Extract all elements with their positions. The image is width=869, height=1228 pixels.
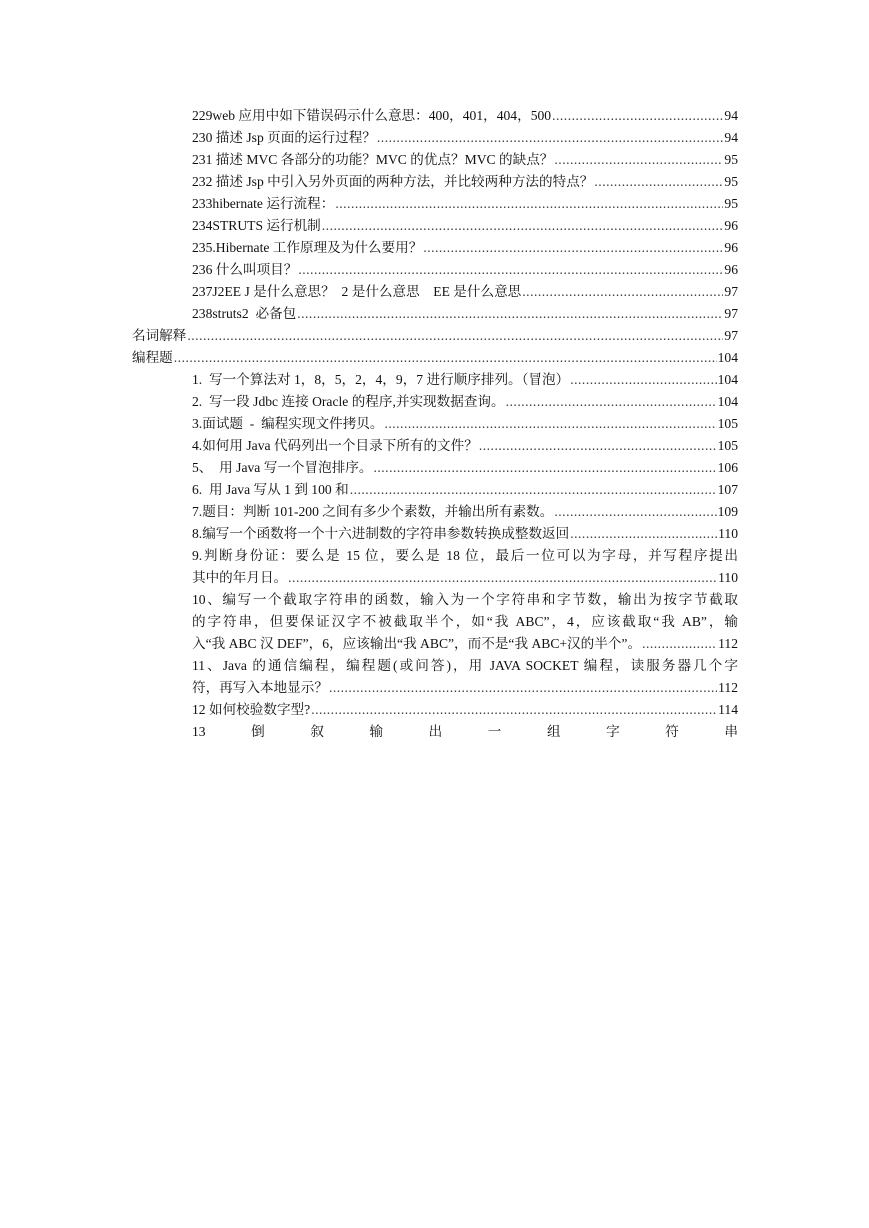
- toc-entry-title: 符，再写入本地显示？: [192, 680, 328, 695]
- toc-entry-page: 110: [718, 526, 738, 541]
- dot-leader: [522, 281, 723, 303]
- toc-entry-title: 3.面试题 - 编程实现文件拷贝。: [192, 416, 384, 431]
- toc-entry[interactable]: [192, 303, 738, 325]
- dot-leader: [506, 391, 717, 413]
- toc-entry-title: 233hibernate 运行流程：: [192, 196, 335, 211]
- toc-entry[interactable]: [192, 479, 738, 501]
- toc-entry[interactable]: [192, 501, 738, 523]
- toc-entry-title: 12 如何校验数字型?: [192, 702, 311, 717]
- toc-entry-truncated[interactable]: [192, 721, 738, 743]
- toc-entry-page: 94: [724, 108, 738, 123]
- toc-entry-continued-text[interactable]: 11、Java 的通信编程，编程题(或问答)，用 JAVA SOCKET 编程，读服务器几个字: [192, 658, 738, 673]
- toc-entry-page: 94: [724, 130, 738, 145]
- toc-entry-page: 95: [724, 174, 738, 189]
- toc-entry-title: 234STRUTS 运行机制: [192, 218, 321, 233]
- toc-entry-continued-text[interactable]: 的字符串，但要保证汉字不被截取半个，如“我 ABC”，4，应该截取“我 AB”，输: [192, 614, 738, 629]
- toc-entry-page: 97: [724, 284, 738, 299]
- toc-entry[interactable]: [192, 391, 738, 413]
- toc-entry-title: 238struts2 必备包: [192, 306, 297, 321]
- toc-entry-title: 231 描述 MVC 各部分的功能？MVC 的优点？MVC 的缺点？: [192, 152, 554, 167]
- dot-leader: [373, 457, 716, 479]
- dot-leader: [335, 193, 723, 215]
- toc-entry-title: 230 描述 Jsp 页面的运行过程？: [192, 130, 376, 145]
- dot-leader: [570, 523, 717, 545]
- dot-leader: [552, 105, 723, 127]
- word: 输: [369, 724, 384, 739]
- dot-leader: [554, 149, 723, 171]
- word: 串: [724, 724, 738, 739]
- toc-entry-page: 112: [718, 680, 738, 695]
- toc-entry[interactable]: [192, 171, 738, 193]
- toc-entry-page: 106: [717, 460, 738, 475]
- word: 出: [428, 724, 443, 739]
- toc-entry[interactable]: [192, 105, 738, 127]
- dot-leader: [311, 699, 717, 721]
- dot-leader: [594, 171, 723, 193]
- toc-entry-page: 114: [718, 702, 738, 717]
- dot-leader: [642, 633, 717, 655]
- toc-entry-title: 236 什么叫项目？: [192, 262, 298, 277]
- word: 13: [192, 724, 206, 739]
- word: 字: [606, 724, 620, 739]
- dot-leader: [187, 325, 723, 347]
- toc-entry[interactable]: [192, 369, 738, 391]
- toc-entry-title: 入“我 ABC 汉 DEF”，6，应该输出“我 ABC”，而不是“我 ABC+汉的半个”。: [192, 636, 642, 651]
- toc-entry-title: 232 描述 Jsp 中引入另外页面的两种方法，并比较两种方法的特点？: [192, 174, 594, 189]
- toc-section-title: 编程题: [132, 350, 173, 365]
- toc-entry[interactable]: [192, 259, 738, 281]
- dot-leader: [570, 369, 716, 391]
- toc-entry-title: 4.如何用 Java 代码列出一个目录下所有的文件？: [192, 438, 478, 453]
- toc-section-title: 名词解释: [132, 328, 187, 343]
- toc-entry-title: 7.题目：判断 101-200 之间有多少个素数，并输出所有素数。: [192, 504, 554, 519]
- toc-entry-title: 8.编写一个函数将一个十六进制数的字符串参数转换成整数返回: [192, 526, 570, 541]
- toc-entry[interactable]: [192, 127, 738, 149]
- toc-entry[interactable]: [192, 435, 738, 457]
- dot-leader: [384, 413, 716, 435]
- toc-entry[interactable]: [192, 281, 738, 303]
- toc-entry[interactable]: [192, 237, 738, 259]
- word: 叙: [310, 724, 324, 739]
- toc-entry-page: 112: [718, 636, 738, 651]
- toc-entry[interactable]: [192, 413, 738, 435]
- dot-leader: [554, 501, 716, 523]
- toc-entry-title: 2. 写一段 Jdbc 连接 Oracle 的程序,并实现数据查询。: [192, 394, 505, 409]
- dot-leader: [377, 127, 724, 149]
- toc-entry[interactable]: [192, 633, 738, 655]
- toc-entry-title: 5、 用 Java 写一个冒泡排序。: [192, 460, 373, 475]
- toc-entry-page: 96: [724, 262, 738, 277]
- toc-section-page: 97: [724, 328, 738, 343]
- toc-entry-page: 105: [717, 416, 738, 431]
- toc-entry-page: 107: [717, 482, 738, 497]
- toc-entry-page: 104: [717, 394, 738, 409]
- toc-entry-page: 110: [718, 570, 738, 585]
- toc-entry-title: 229web 应用中如下错误码示什么意思：400，401，404，500: [192, 108, 552, 123]
- word: 符: [665, 724, 679, 739]
- toc-entry-continued-text[interactable]: 9.判断身份证：要么是 15 位，要么是 18 位，最后一位可以为字母，并写程序提出: [192, 548, 738, 563]
- word: 倒: [251, 724, 265, 739]
- toc-entry-page: 96: [724, 218, 738, 233]
- toc-entry[interactable]: [192, 215, 738, 237]
- toc-entry-title: 其中的年月日。: [192, 570, 288, 585]
- toc-section-glossary[interactable]: [132, 325, 738, 347]
- toc-entry-title: 1. 写一个算法对 1，8，5，2，4，9，7 进行顺序排列。（冒泡）: [192, 372, 570, 387]
- toc-entry-title: 6. 用 Java 写从 1 到 100 和: [192, 482, 349, 497]
- toc-entry-page: 95: [724, 152, 738, 167]
- word: 一: [487, 724, 502, 739]
- toc-entry[interactable]: [192, 699, 738, 721]
- toc-section-programming[interactable]: [132, 347, 738, 369]
- dot-leader: [350, 479, 717, 501]
- toc-entry-page: 105: [717, 438, 738, 453]
- toc-entry-page: 95: [724, 196, 738, 211]
- toc-entry-title: 237J2EE J 是什么意思？ 2 是什么意思 EE 是什么意思: [192, 284, 522, 299]
- toc-entry[interactable]: [192, 149, 738, 171]
- toc-entry-page: 104: [717, 372, 738, 387]
- dot-leader: [423, 237, 723, 259]
- dot-leader: [174, 347, 717, 369]
- dot-leader: [297, 303, 723, 325]
- toc-entry-page: 96: [724, 240, 738, 255]
- toc-entry-page: 97: [724, 306, 738, 321]
- toc-entry[interactable]: [192, 523, 738, 545]
- toc-entry-title: 235.Hibernate 工作原理及为什么要用？: [192, 240, 423, 255]
- dot-leader: [479, 435, 717, 457]
- dot-leader: [329, 677, 717, 699]
- toc-entry-page: 109: [717, 504, 738, 519]
- toc-entry[interactable]: [192, 193, 738, 215]
- dot-leader: [288, 567, 717, 589]
- toc-entry[interactable]: [192, 677, 738, 699]
- toc-entry[interactable]: [192, 567, 738, 589]
- toc-section-page: 104: [717, 350, 738, 365]
- toc-entry[interactable]: [192, 457, 738, 479]
- dot-leader: [298, 259, 723, 281]
- toc-entry-continued-text[interactable]: 10、编写一个截取字符串的函数，输入为一个字符串和字节数，输出为按字节截取: [192, 592, 738, 607]
- dot-leader: [322, 215, 724, 237]
- word: 组: [546, 724, 561, 739]
